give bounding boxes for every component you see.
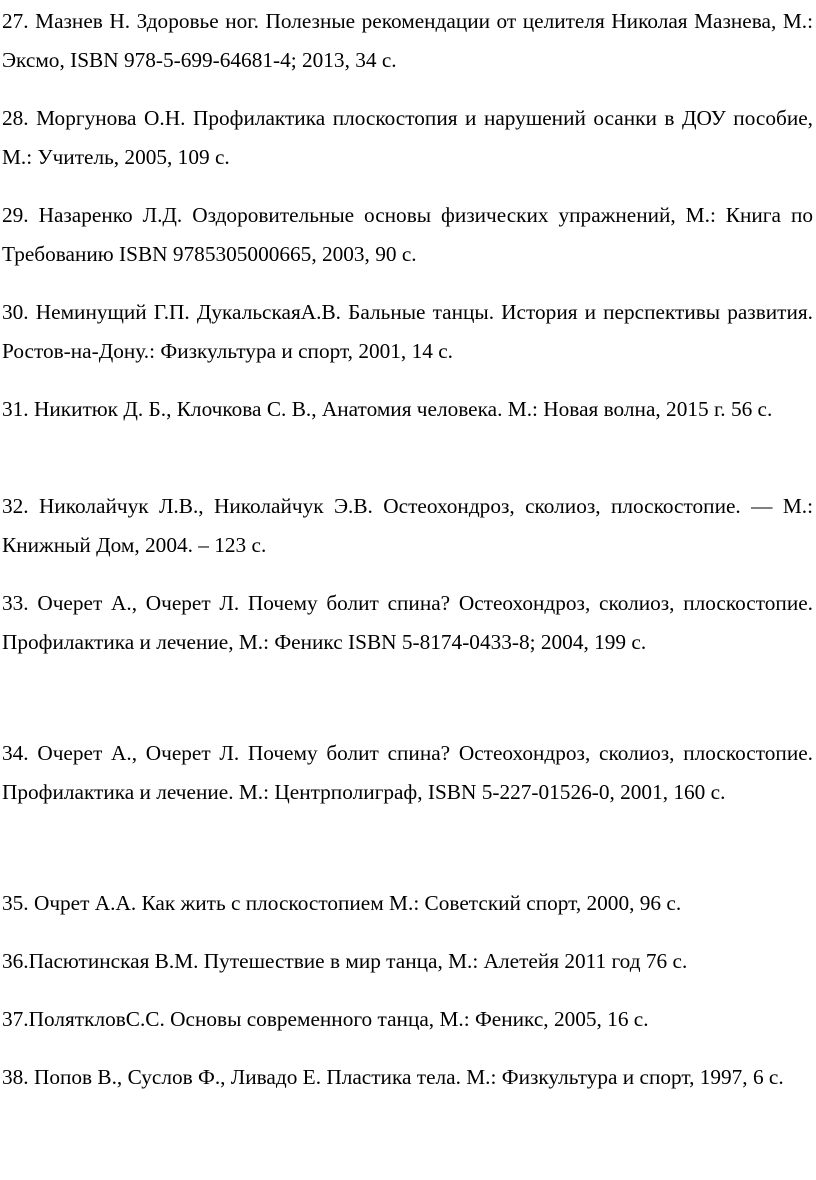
reference-item-36: 36.Пасютинская В.М. Путешествие в мир танца, М.: Алетейя 2011 год 76 с. — [2, 949, 688, 973]
reference-item-37: 37.ПоляткловС.С. Основы современного танца, М.: Феникс, 2005, 16 с. — [2, 1007, 649, 1031]
reference-item-32: 32. Николайчук Л.В., Николайчук Э.В. Остеохондроз, сколиоз, плоскостопие. — М.: Книжный Дом, 2004. – 123 с. — [2, 494, 813, 557]
reference-item-34: 34. Очерет А., Очерет Л. Почему болит спина? Остеохондроз, сколиоз, плоскостопие. Профилактика и лечение. М.: Центрполиграф, ISBN 5-227-01526-0, 2001, 160 с. — [2, 741, 813, 804]
reference-item-27: 27. Мазнев Н. Здоровье ног. Полезные рекомендации от целителя Николая Мазнева, М.: Эксмо, ISBN 978-5-699-64681-4; 2013, 34 с. — [2, 9, 813, 72]
reference-item-31: 31. Никитюк Д. Б., Клочкова С. В., Анатомия человека. М.: Новая волна, 2015 г. 56 с. — [2, 397, 773, 421]
reference-item-28: 28. Моргунова О.Н. Профилактика плоскостопия и нарушений осанки в ДОУ пособие, М.: Учитель, 2005, 109 с. — [2, 106, 813, 169]
reference-item-30: 30. Неминущий Г.П. ДукальскаяА.В. Бальные танцы. История и перспективы развития. Ростов-на-Дону.: Физкультура и спорт, 2001, 14 с. — [2, 300, 813, 363]
reference-item-38: 38. Попов В., Суслов Ф., Ливадо Е. Пластика тела. М.: Физкультура и спорт, 1997, 6 с. — [2, 1065, 784, 1089]
reference-item-29: 29. Назаренко Л.Д. Оздоровительные основы физических упражнений, М.: Книга по Требованию ISBN 9785305000665, 2003, 90 с. — [2, 203, 813, 266]
reference-item-33: 33. Очерет А., Очерет Л. Почему болит спина? Остеохондроз, сколиоз, плоскостопие. Профилактика и лечение, М.: Феникс ISBN 5-8174-0433-8; 2004, 199 с. — [2, 591, 813, 654]
reference-item-35: 35. Очрет А.А. Как жить с плоскостопием М.: Советский спорт, 2000, 96 с. — [2, 891, 682, 915]
